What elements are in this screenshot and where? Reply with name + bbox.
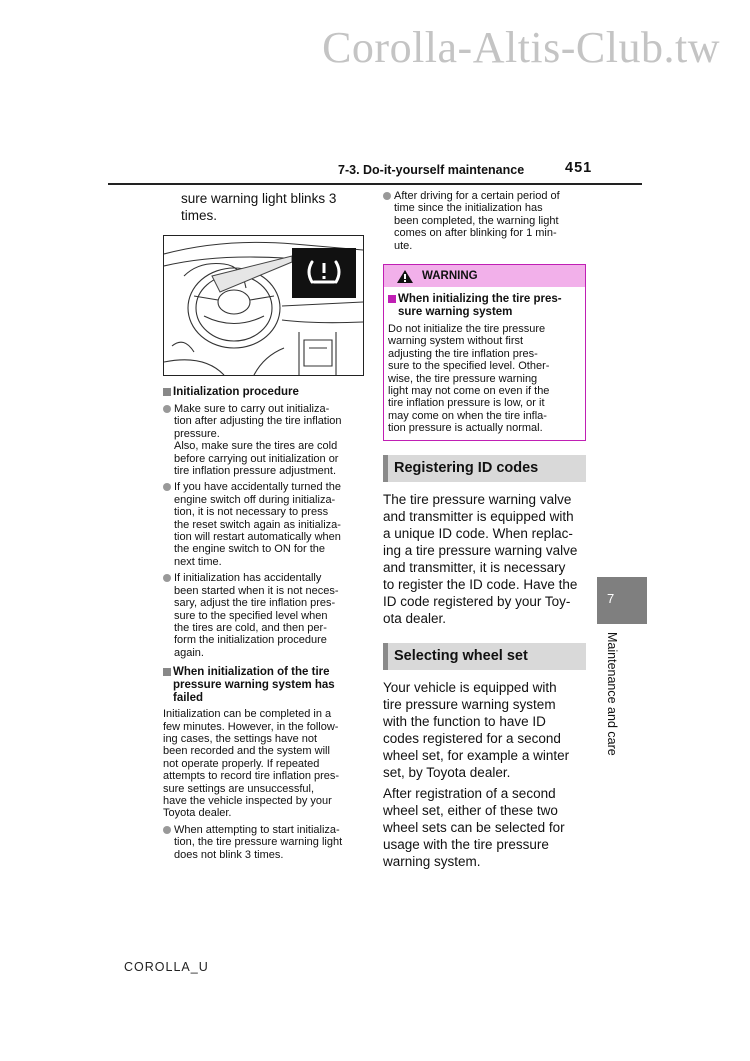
warning-box bbox=[383, 264, 586, 441]
watermark: Corolla-Altis-Club.tw bbox=[322, 23, 720, 72]
init-procedure-heading-text: Initialization procedure bbox=[173, 386, 299, 398]
page-number: 451 bbox=[565, 160, 593, 176]
init-failed-heading-text: When initialization of the tire pressure warning system has failed bbox=[173, 666, 335, 705]
warning-triangle-icon bbox=[396, 269, 414, 284]
list-item-text: When attempting to start initializa- tion, the tire pressure warning light does not blink 3 times. bbox=[174, 823, 343, 861]
warning-subheading bbox=[388, 293, 581, 319]
warning-text: Do not initialize the tire pressure warning system without first adjusting the tire inflation pres- sure to the specified level. Other- wise, the tire pressure warning light may not come on even if the tire inflation pressure is low, or it may come on when the tire infla- tion pressure is actually normal. bbox=[388, 323, 550, 435]
bullet-icon bbox=[163, 826, 171, 834]
list-item-text: If you have accidentally turned the engine switch off during initializa- tion, it is not necessary to press the reset switch again as initializa- tion will restart automatically when the engine switch to ON for the next time. bbox=[174, 481, 341, 568]
bullet-icon bbox=[163, 405, 171, 413]
header-rule bbox=[108, 183, 642, 185]
selecting-wheel-set-heading bbox=[383, 643, 586, 670]
continuation-text: sure warning light blinks 3 times. bbox=[181, 191, 337, 223]
registering-id-codes-heading bbox=[383, 455, 586, 482]
registering-id-codes-heading-text: Registering ID codes bbox=[394, 460, 539, 477]
section-header-title: 7-3. Do-it-yourself maintenance bbox=[338, 163, 525, 177]
list-item bbox=[163, 824, 368, 861]
warning-header bbox=[384, 265, 585, 287]
init-failed-paragraph: Initialization can be completed in a few minutes. However, in the follow- ing cases, the settings have not been recorded and the system will not operate properly. If repeated attempts to record tire inflation pres- sure settings are unsuccessful, have the vehicle inspected by your Toyota dealer. bbox=[163, 708, 340, 820]
instrument-panel-illustration bbox=[163, 235, 364, 376]
bullet-icon bbox=[383, 192, 391, 200]
selecting-wheel-set-heading-text: Selecting wheel set bbox=[394, 648, 528, 665]
list-item bbox=[163, 572, 368, 659]
warning-body bbox=[384, 287, 585, 440]
warning-subheading-text: When initializing the tire pres- sure warning system bbox=[398, 293, 562, 319]
chapter-tab bbox=[597, 577, 647, 624]
init-failed-heading bbox=[163, 666, 368, 705]
chapter-label: Maintenance and care bbox=[605, 632, 619, 756]
warning-label: WARNING bbox=[422, 270, 478, 283]
chapter-number: 7 bbox=[607, 591, 615, 606]
init-procedure-heading bbox=[163, 386, 368, 399]
left-column bbox=[163, 190, 368, 861]
magenta-square-icon bbox=[388, 295, 396, 303]
heading-square-icon bbox=[163, 388, 171, 396]
bullet-icon bbox=[163, 574, 171, 582]
wheel-set-text-2: After registration of a second wheel set, either of these two wheel sets can be selected for usage with the tire pressure warning system. bbox=[383, 785, 565, 869]
registering-id-codes-text: The tire pressure warning valve and transmitter is equipped with a unique ID code. When replac- ing a tire pressure warning valve and transmitter, it is necessary to register the ID code. Have the ID code registered by your Toy- ota dealer. bbox=[383, 491, 578, 626]
bullet-icon bbox=[163, 483, 171, 491]
right-column bbox=[383, 190, 586, 870]
list-item bbox=[163, 403, 368, 477]
list-item-text: After driving for a certain period of time since the initialization has been completed, the warning light comes on after blinking for 1 min- ute. bbox=[394, 190, 560, 252]
footer-code: COROLLA_U bbox=[124, 960, 209, 974]
list-item bbox=[383, 190, 586, 252]
wheel-set-text-1: Your vehicle is equipped with tire pressure warning system with the function to have ID codes registered for a second wheel set, for example a winter set, by Toyota dealer. bbox=[383, 679, 570, 780]
list-item bbox=[163, 481, 368, 568]
list-item-text: If initialization has accidentally been started when it is not neces- sary, adjust the tire inflation pres- sure to the specified level when the tires are cold, and then per- form the initialization procedure again. bbox=[174, 572, 339, 659]
list-item-text: Make sure to carry out initializa- tion after adjusting the tire inflation pressure. Also, make sure the tires are cold before carrying out initialization or tire inflation pressure adjustment. bbox=[174, 403, 342, 478]
heading-square-icon bbox=[163, 668, 171, 676]
